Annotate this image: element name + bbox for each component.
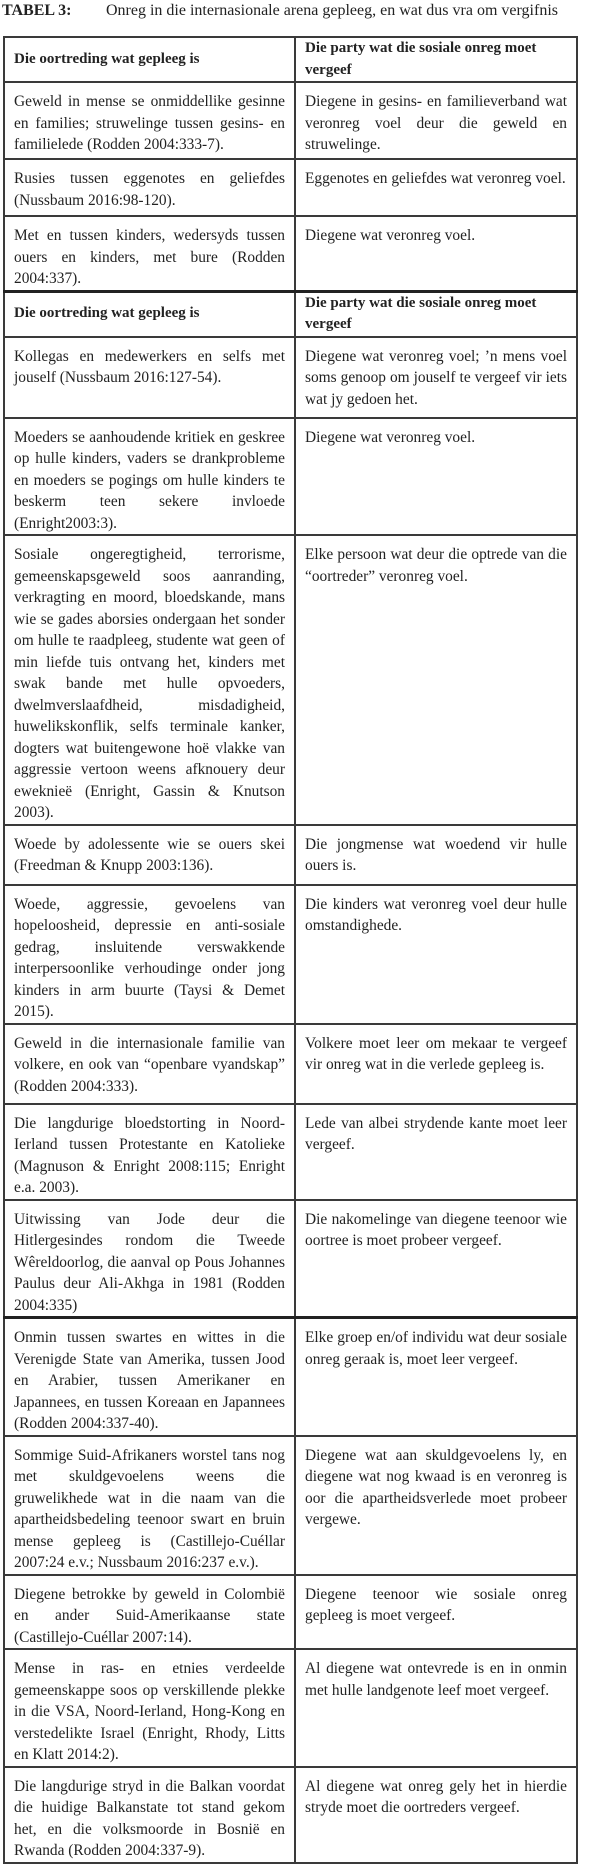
offence-cell: Met en tussen kinders, wedersyds tussen ouers en kinders, met bure (Rodden 2004:337). [4, 216, 295, 291]
forgiving-party-cell: Volkere moet leer om mekaar te vergeef vir onreg wat in die verlede gepleeg is. [295, 1024, 577, 1104]
table-title: Onreg in die internasionale arena gepleeg, en wat dus vra om vergifnis [106, 2, 558, 19]
table-row [4, 418, 577, 536]
table-row [4, 1200, 577, 1318]
column-header-offence: Die oortreding wat gepleeg is [4, 37, 295, 82]
table-row [4, 825, 577, 885]
table-number: TABEL 3: [2, 2, 72, 19]
forgiving-party-cell: Diegene in gesins- en familieverband wat veronreg voel deur die geweld en struwelinge. [295, 82, 577, 159]
column-header-forgiving-party: Die party wat die sosiale onreg moet vergeef [295, 37, 577, 82]
table-row [4, 1024, 577, 1104]
table-row [4, 1104, 577, 1200]
table-row [4, 1649, 577, 1767]
table-caption [2, 2, 558, 20]
table-row [4, 1318, 577, 1436]
forgiving-party-cell: Die jongmense wat woedend vir hulle ouers is. [295, 825, 577, 885]
offence-cell: Woede by adolessente wie se ouers skei (Freedman & Knupp 2003:136). [4, 825, 295, 885]
forgiving-party-cell: Eggenotes en geliefdes wat veronreg voel. [295, 159, 577, 216]
forgiving-party-cell: Diegene wat veronreg voel; ’n mens voel soms genoop om jouself te vergeef vir iets wat jy gedoen het. [295, 337, 577, 418]
offence-cell: Sommige Suid-Afrikaners worstel tans nog met skuldgevoelens weens die gruwelikhede wat in die naam van die apartheidsbedeling teenoor swart en bruin mense gepleeg is (Castillejo-Cuéllar 2007:24 e.v.; Nussbaum 2016:237 e.v.). [4, 1436, 295, 1575]
table-row [4, 885, 577, 1024]
table-row [4, 535, 577, 825]
offence-forgiveness-table [3, 36, 578, 1864]
offence-cell: Die langdurige bloedstorting in Noord-Ierland tussen Protestante en Katolieke (Magnuson & Enright 2008:115; Enright e.a. 2003). [4, 1104, 295, 1200]
offence-cell: Sosiale ongeregtigheid, terrorisme, gemeenskapsgeweld soos aanranding, verkragting en moord, bloedskande, mans wie se gades aborsies ondergaan het sonder om hulle te raadpleeg, studente wat geen of min liefde tuis ontvang het, kinders met swak bande met hulle opvoeders, dwelmverslaafdheid, misdadigheid, huwelikskonflik, selfs terminale kanker, dogters wat buitengewone hoë vlakke van aggressie vertoon weens afknouery deur eweknieë (Enright, Gassin & Knutson 2003). [4, 535, 295, 825]
forgiving-party-cell: Elke persoon wat deur die optrede van die “oortreder” veronreg voel. [295, 535, 577, 825]
offence-cell: Geweld in mense se onmiddellike gesinne en families; struwelinge tussen gesins- en familielede (Rodden 2004:333-7). [4, 82, 295, 159]
forgiving-party-cell: Diegene wat veronreg voel. [295, 418, 577, 536]
offence-cell: Woede, aggressie, gevoelens van hopeloosheid, depressie en anti-sosiale gedrag, insluitende verswakkende interpersoonlike verhoudinge onder jong kinders in arm buurte (Taysi & Demet 2015). [4, 885, 295, 1024]
table-row [4, 1575, 577, 1650]
forgiving-party-cell: Al diegene wat ontevrede is en in onmin met hulle landgenote leef moet vergeef. [295, 1649, 577, 1767]
offence-cell: Onmin tussen swartes en wittes in die Verenigde State van Amerika, tussen Jood en Arabier, tussen Amerikaner en Japannees, en tussen Koreaan en Japannees (Rodden 2004:337-40). [4, 1318, 295, 1436]
offence-cell: Geweld in die internasionale familie van volkere, en ook van “openbare vyandskap” (Rodden 2004:333). [4, 1024, 295, 1104]
table-row [4, 82, 577, 159]
table-row [4, 1436, 577, 1575]
forgiving-party-cell: Diegene wat veronreg voel. [295, 216, 577, 291]
offence-cell: Rusies tussen eggenotes en geliefdes (Nussbaum 2016:98-120). [4, 159, 295, 216]
forgiving-party-cell: Die nakomelinge van diegene teenoor wie oortree is moet probeer vergeef. [295, 1200, 577, 1318]
forgiving-party-cell: Die kinders wat veronreg voel deur hulle omstandighede. [295, 885, 577, 1024]
offence-cell: Diegene betrokke by geweld in Colombië en ander Suid-Amerikaanse state (Castillejo-Cuéllar 2007:14). [4, 1575, 295, 1650]
forgiving-party-cell: Diegene teenoor wie sosiale onreg gepleeg is moet vergeef. [295, 1575, 577, 1650]
table-row [4, 1767, 577, 1863]
table-row [4, 216, 577, 291]
forgiving-party-cell: Diegene wat aan skuldgevoelens ly, en diegene wat nog kwaad is en veronreg is oor die apartheidsverlede moet probeer vergewe. [295, 1436, 577, 1575]
table-header-row [4, 37, 577, 82]
table-row [4, 159, 577, 216]
offence-cell: Moeders se aanhoudende kritiek en geskree op hulle kinders, vaders se drankprobleme en moeders se pogings om hulle kinders te beskerm teen sekere invloede (Enright2003:3). [4, 418, 295, 536]
column-header-forgiving-party: Die party wat die sosiale onreg moet vergeef [295, 291, 577, 337]
forgiving-party-cell: Al diegene wat onreg gely het in hierdie stryde moet die oortreders vergeef. [295, 1767, 577, 1863]
offence-cell: Mense in ras- en etnies verdeelde gemeenskappe soos op verskillende plekke in die VSA, Noord-Ierland, Hong-Kong en verstedelikte Israel (Enright, Rhody, Litts en Klatt 2014:2). [4, 1649, 295, 1767]
table-row [4, 337, 577, 418]
forgiving-party-cell: Lede van albei strydende kante moet leer vergeef. [295, 1104, 577, 1200]
offence-cell: Uitwissing van Jode deur die Hitlergesindes rondom die Tweede Wêreldoorlog, die aanval op Pous Johannes Paulus deur Ali-Akhga in 1981 (Rodden 2004:335) [4, 1200, 295, 1318]
table-header-row [4, 291, 577, 337]
forgiving-party-cell: Elke groep en/of individu wat deur sosiale onreg geraak is, moet leer vergeef. [295, 1318, 577, 1436]
column-header-offence: Die oortreding wat gepleeg is [4, 291, 295, 337]
offence-cell: Die langdurige stryd in die Balkan voordat die huidige Balkanstate tot stand gekom het, en die volksmoorde in Bosnië en Rwanda (Rodden 2004:337-9). [4, 1767, 295, 1863]
offence-cell: Kollegas en medewerkers en selfs met jouself (Nussbaum 2016:127-54). [4, 337, 295, 418]
